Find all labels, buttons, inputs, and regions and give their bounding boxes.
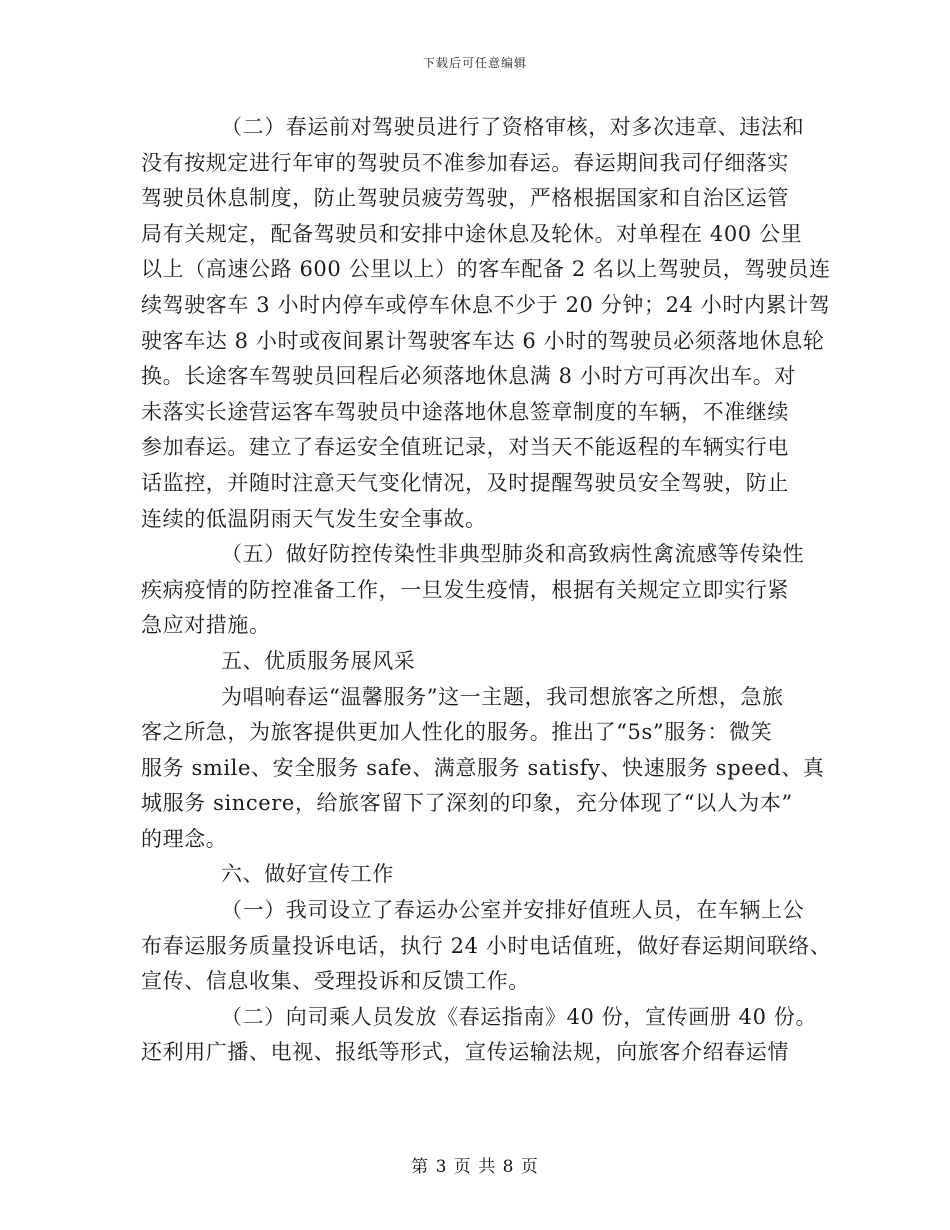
text-line: 未落实长途营运客车驾驶员中途落地休息签章制度的车辆，不准继续: [141, 399, 789, 424]
text-line: 换。长途客车驾驶员回程后必须落地休息满 8 小时方可再次出车。对: [141, 364, 796, 389]
page-header: 下载后可任意编辑: [422, 56, 527, 70]
page-footer: 第 3 页 共 8 页: [411, 1157, 539, 1177]
text-line: （一）我司设立了春运办公室并安排好值班人员，在车辆上公: [221, 898, 805, 923]
text-line: 的理念。: [141, 826, 228, 851]
text-line: 服务 smile、安全服务 safe、满意服务 satisfy、快速服务 speed、真: [141, 755, 825, 780]
text-line: 城服务 sincere，给旅客留下了深刻的印象，充分体现了“以人为本”: [141, 791, 793, 816]
text-line: 还利用广播、电视、报纸等形式，宣传运输法规，向旅客介绍春运情: [141, 1040, 789, 1065]
text-line: 布春运服务质量投诉电话，执行 24 小时电话值班，做好春运期间联络、: [141, 933, 832, 958]
text-line: 驾驶员休息制度，防止驾驶员疲劳驾驶，严格根据国家和自治区运管: [141, 186, 789, 211]
text-line: （五）做好防控传染性非典型肺炎和高致病性禽流感等传染性: [221, 542, 805, 567]
text-line: 以上（高速公路 600 公里以上）的客车配备 2 名以上驾驶员，驾驶员连: [141, 257, 831, 282]
text-line: 续驾驶客车 3 小时内停车或停车休息不少于 20 分钟；24 小时内累计驾: [141, 292, 831, 317]
text-line: 驶客车达 8 小时或夜间累计驾驶客车达 6 小时的驾驶员必须落地休息轮: [141, 328, 825, 353]
text-line: 为唱响春运“温馨服务”这一主题，我司想旅客之所想，急旅: [221, 684, 784, 709]
text-line: （二）向司乘人员发放《春运指南》40 份，宣传画册 40 份。: [221, 1004, 818, 1029]
document-body: [141, 110, 832, 1071]
text-line: 客之所急，为旅客提供更加人性化的服务。推出了“5s”服务：微笑: [141, 720, 773, 745]
text-line: 参加春运。建立了春运安全值班记录，对当天不能返程的车辆实行电: [141, 435, 789, 460]
text-line: 疾病疫情的防控准备工作，一旦发生疫情，根据有关规定立即实行紧: [141, 577, 789, 602]
text-line: （二）春运前对驾驶员进行了资格审核，对多次违章、违法和: [221, 115, 805, 139]
text-line: 急应对措施。: [141, 613, 271, 638]
text-line: 六、做好宣传工作: [221, 862, 394, 887]
text-line: 没有按规定进行年审的驾驶员不准参加春运。春运期间我司仔细落实: [141, 150, 789, 175]
text-line: 局有关规定，配备驾驶员和安排中途休息及轮休。对单程在 400 公里: [141, 221, 803, 246]
text-line: 话监控，并随时注意天气变化情况，及时提醒驾驶员安全驾驶，防止: [141, 470, 789, 495]
text-line: 连续的低温阴雨天气发生安全事故。: [141, 506, 487, 531]
text-line: 五、优质服务展风采: [221, 648, 416, 673]
text-line: 宣传、信息收集、受理投诉和反馈工作。: [141, 969, 530, 994]
